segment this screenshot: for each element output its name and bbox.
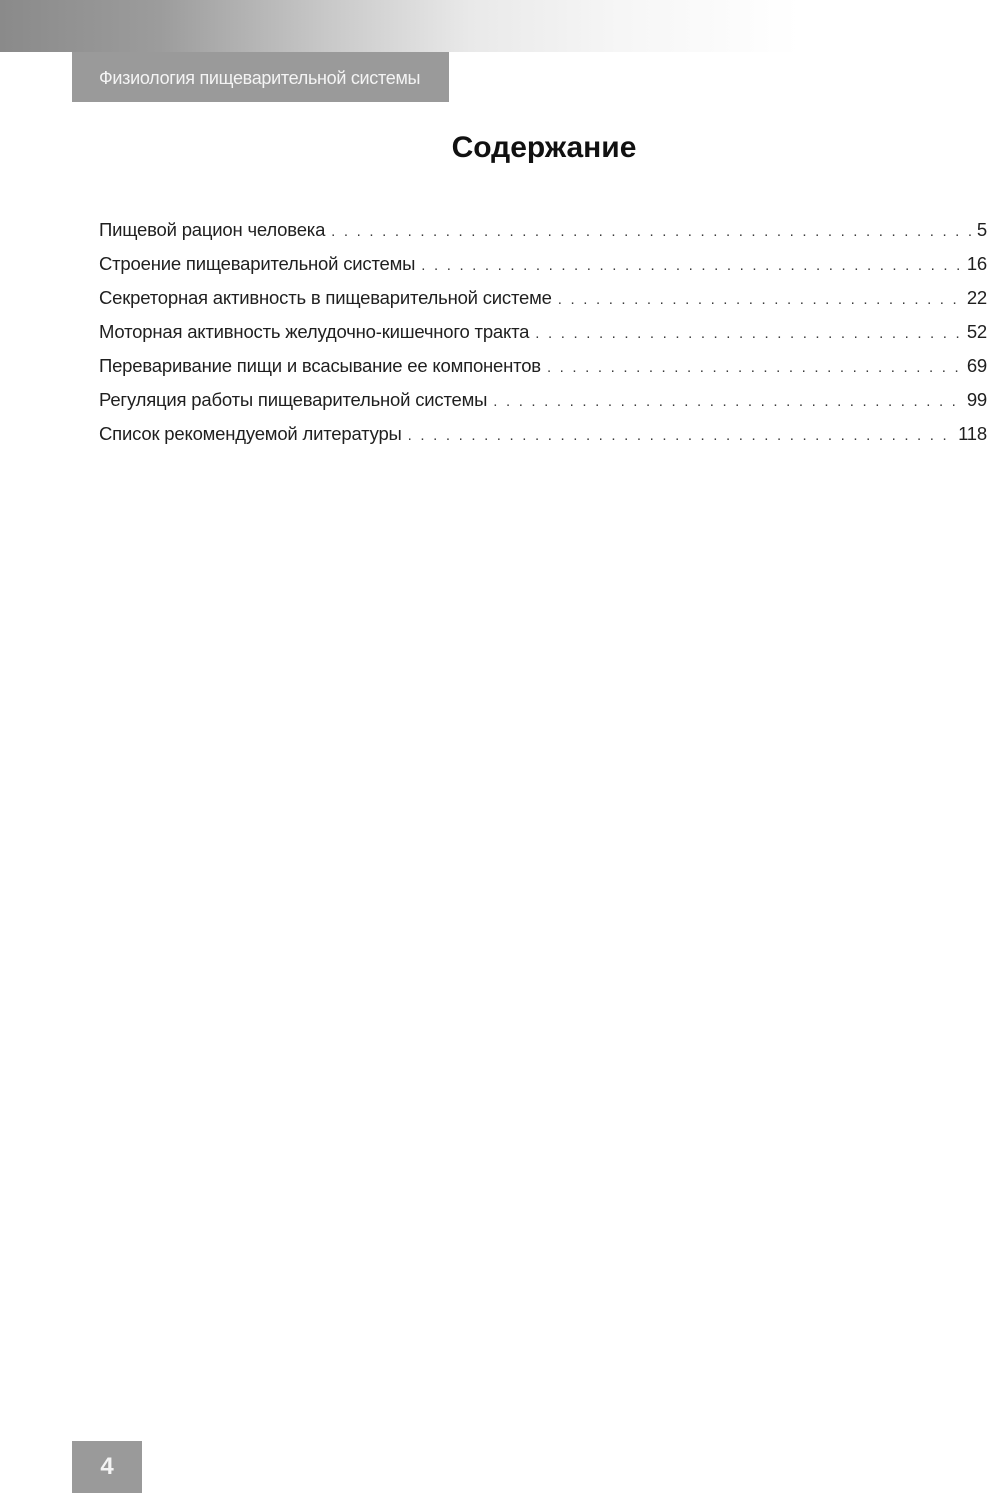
- toc-entry[interactable]: [99, 247, 987, 281]
- header-gradient-band: [0, 0, 1000, 52]
- toc-dot-leader: [535, 317, 964, 351]
- toc-entry-label: Моторная активность желудочно-кишечного тракта: [99, 321, 530, 342]
- toc-dot-leader: [408, 419, 955, 453]
- toc-entry-page: 69: [966, 355, 987, 376]
- toc-entry-label: Пищевой рацион человека: [99, 219, 326, 240]
- toc-entry-page: 99: [966, 389, 987, 410]
- toc-entry[interactable]: [99, 213, 987, 247]
- toc-entry[interactable]: [99, 417, 987, 451]
- toc-dot-leader: [547, 351, 964, 385]
- toc-entry-page: 52: [966, 321, 987, 342]
- toc-entry-page: 118: [958, 423, 987, 444]
- toc-entry-label: Строение пищеварительной системы: [99, 253, 416, 274]
- toc-entry[interactable]: [99, 383, 987, 417]
- toc-entry-page: 16: [966, 253, 987, 274]
- toc-entry[interactable]: [99, 349, 987, 383]
- toc-entry-label: Переваривание пищи и всасывание ее компонентов: [99, 355, 541, 376]
- toc-entry-page: 22: [966, 287, 987, 308]
- toc-entry[interactable]: [99, 281, 987, 315]
- page-number: 4: [72, 1441, 142, 1493]
- toc-entry-label: Список рекомендуемой литературы: [99, 423, 402, 444]
- page-title: Содержание: [451, 131, 637, 164]
- toc-entry[interactable]: [99, 315, 987, 349]
- table-of-contents: [99, 213, 987, 451]
- toc-entry-label: Секреторная активность в пищеварительной системе: [99, 287, 552, 308]
- toc-dot-leader: [493, 385, 964, 419]
- toc-dot-leader: [331, 215, 974, 249]
- toc-entry-page: 5: [976, 219, 987, 240]
- running-head: Физиология пищеварительной системы: [72, 52, 449, 102]
- toc-dot-leader: [558, 283, 964, 317]
- toc-dot-leader: [421, 249, 964, 283]
- toc-entry-label: Регуляция работы пищеварительной системы: [99, 389, 488, 410]
